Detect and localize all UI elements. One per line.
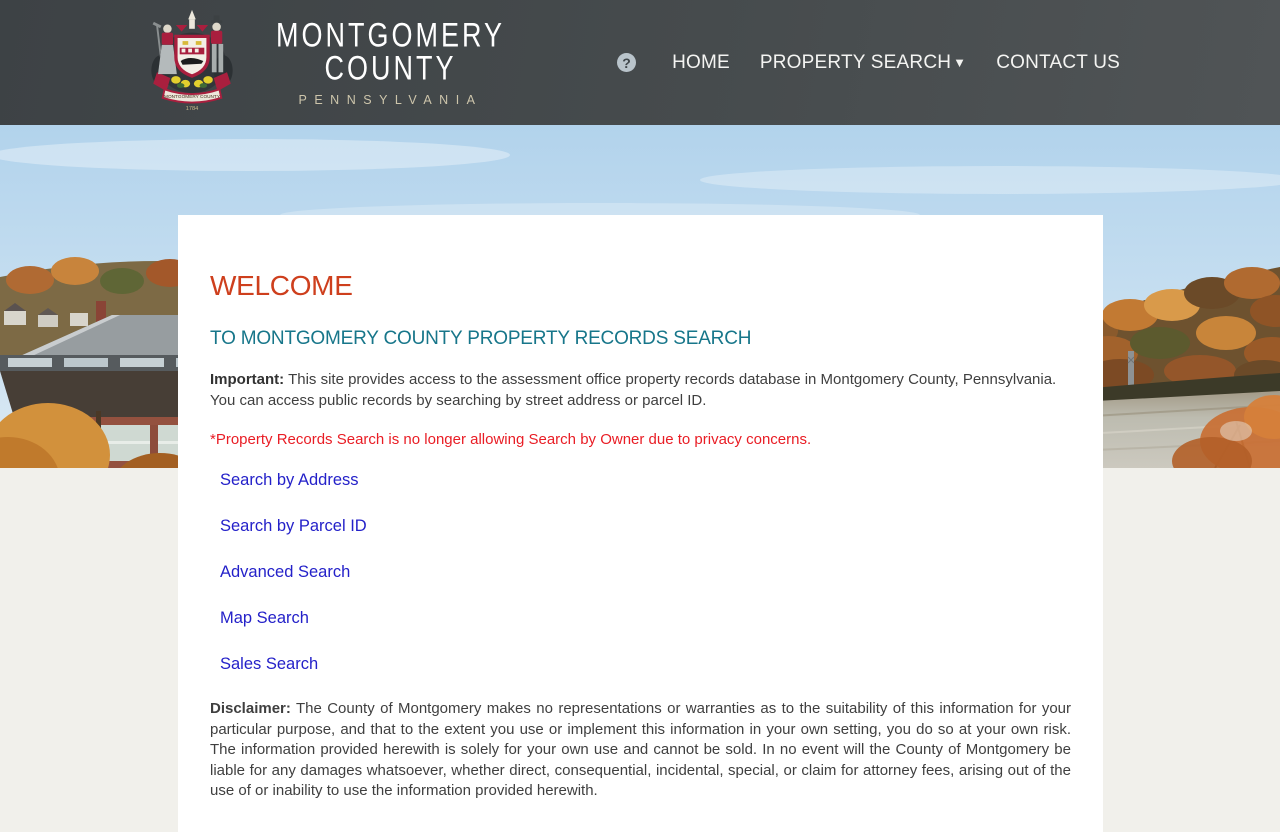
brand-title-line2: COUNTY — [324, 48, 457, 87]
disclaimer-label: Disclaimer: — [210, 700, 291, 717]
nav-home-label: HOME — [672, 51, 730, 73]
disclaimer-text: The County of Montgomery makes no representations or warranties as to the suitability of this information for your particular purpose, and that to the extent you use or implement this information in your own setting, you do so at your own risk. The information provided herewith is solely for your own use and cannot be sold. In no event will the County of Montgomery be liable for any damages whatsoever, whether direct, consequential, incidental, special, or claim for attorney fees, arising out of the use of or inability to use the information provided herewith. — [210, 700, 1071, 799]
list-item — [220, 562, 1071, 583]
list-item — [220, 608, 1071, 629]
brand-wordmark — [276, 15, 506, 107]
search-by-parcel-id-link[interactable]: Search by Parcel ID — [220, 517, 367, 535]
help-icon[interactable]: ? — [617, 53, 636, 72]
chevron-down-icon: ▼ — [953, 55, 967, 70]
page-title: WELCOME — [210, 270, 353, 301]
nav-property-search-label: PROPERTY SEARCH — [759, 51, 952, 73]
map-search-link[interactable]: Map Search — [220, 609, 309, 627]
privacy-warning: *Property Records Search is no longer allowing Search by Owner due to privacy concerns. — [210, 431, 812, 448]
content-card — [178, 215, 1103, 832]
main-nav — [617, 52, 1120, 74]
county-crest-logo — [140, 4, 244, 121]
brand-title-line1: MONTGOMERY — [276, 15, 506, 54]
sales-search-link[interactable]: Sales Search — [220, 655, 319, 673]
nav-contact-us[interactable] — [996, 52, 1120, 74]
page-subtitle: TO MONTGOMERY COUNTY PROPERTY RECORDS SEARCH — [210, 328, 752, 349]
disclaimer-paragraph — [210, 699, 1071, 802]
crest-banner-text: MONTGOMERY COUNTY — [164, 94, 220, 100]
important-label: Important: — [210, 371, 285, 388]
important-text: This site provides access to the assessment office property records database in Montgomery County, Pennsylvania. You can access public records by searching by street address or parcel ID. — [210, 371, 1057, 409]
important-paragraph — [210, 370, 1071, 411]
nav-property-search[interactable] — [760, 52, 966, 74]
brand-subtitle: PENNSYLVANIA — [298, 92, 483, 107]
nav-home[interactable] — [672, 52, 730, 74]
advanced-search-link[interactable]: Advanced Search — [220, 563, 351, 581]
crest-year-text: 1784 — [185, 106, 199, 113]
list-item — [220, 516, 1071, 537]
nav-contact-us-label: CONTACT US — [996, 51, 1120, 73]
crest-icon — [140, 4, 244, 116]
search-links-list — [210, 470, 1071, 675]
site-header — [0, 0, 1280, 125]
list-item — [220, 470, 1071, 491]
search-by-address-link[interactable]: Search by Address — [220, 471, 359, 489]
list-item — [220, 654, 1071, 675]
